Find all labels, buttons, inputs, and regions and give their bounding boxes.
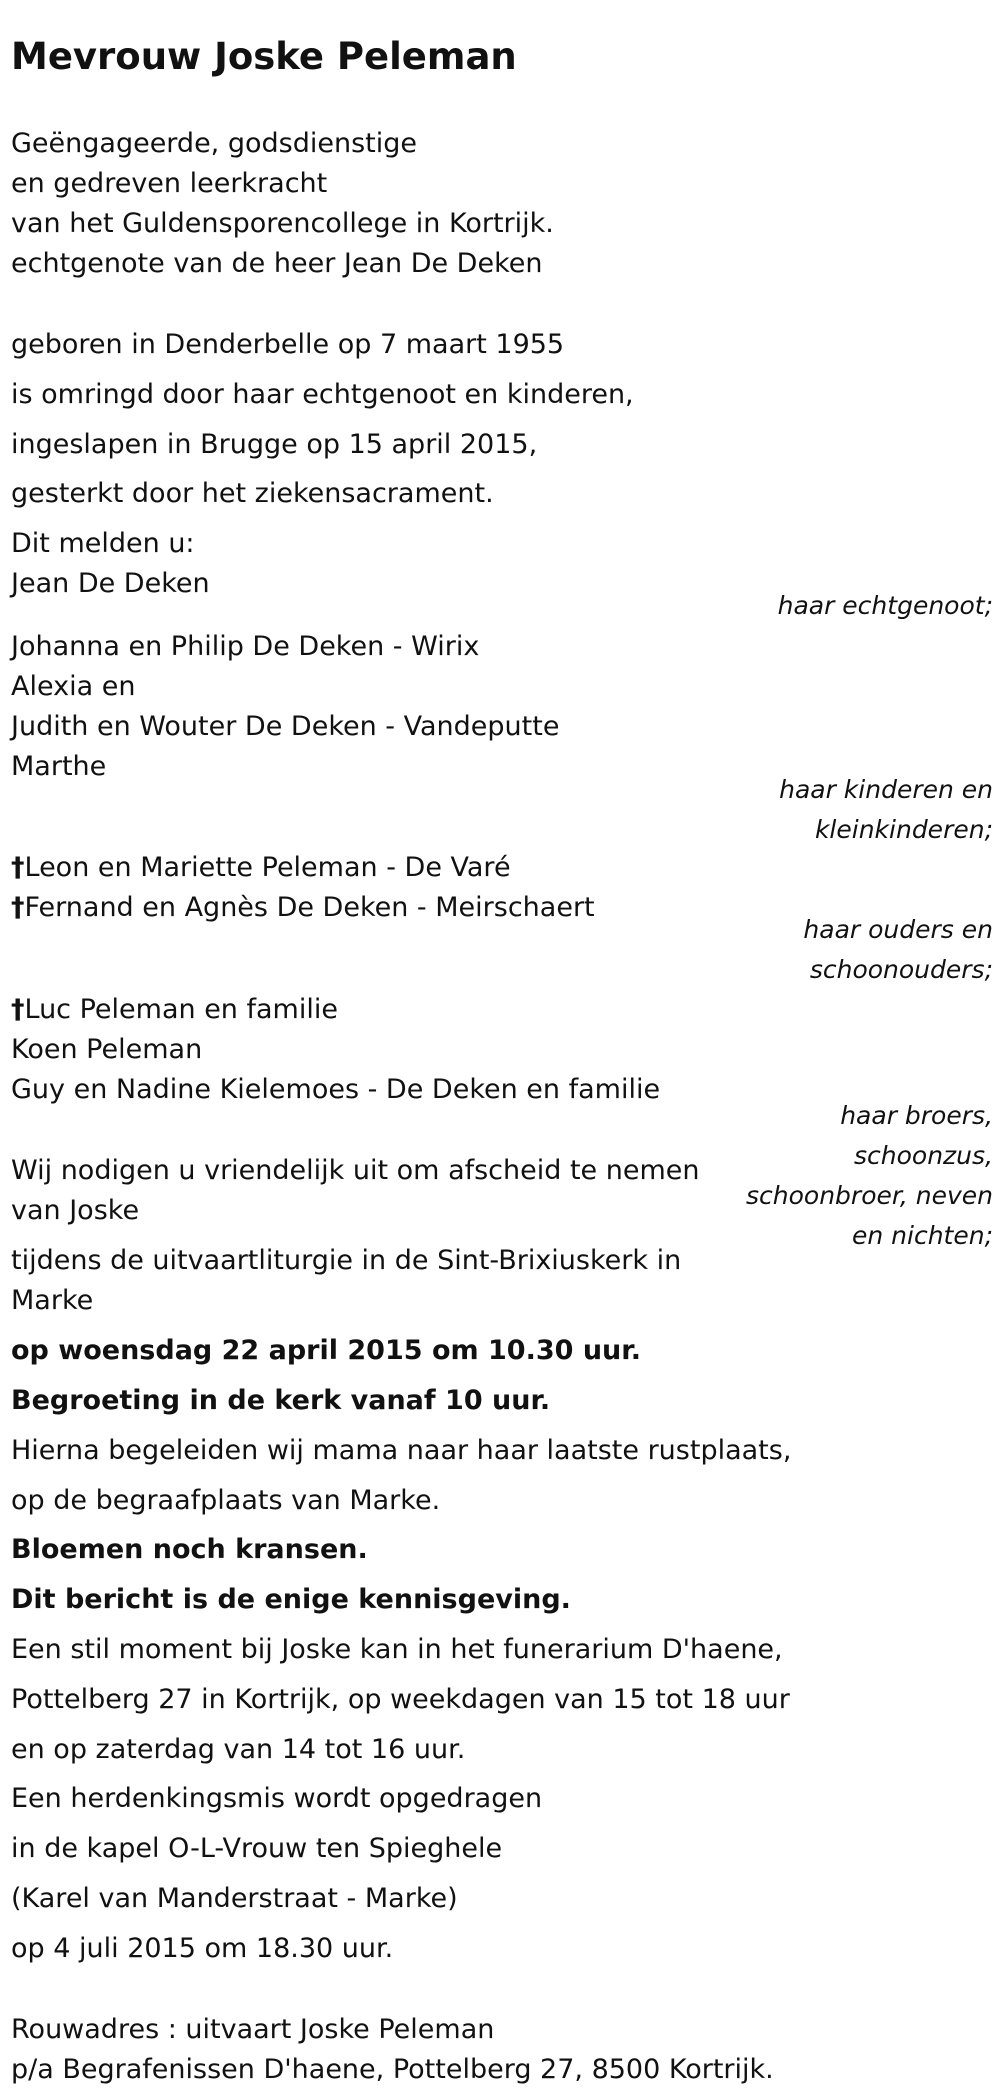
intro-line: en gedreven leerkracht: [11, 168, 328, 199]
spouse-name: Jean De Deken: [11, 568, 210, 599]
children-role: kleinkinderen;: [814, 815, 993, 844]
siblings-role: haar broers,: [840, 1101, 993, 1130]
parents-role: haar ouders en: [803, 915, 993, 944]
siblings-role: schoonbroer, neven: [746, 1181, 993, 1210]
parent-line: [11, 888, 595, 928]
announce-text: Dit melden u:: [11, 528, 195, 559]
cross-icon: †: [11, 994, 25, 1025]
birth-line: ingeslapen in Brugge op 15 april 2015,: [11, 429, 538, 460]
siblings-role: schoonzus,: [854, 1141, 993, 1170]
visit-line: Pottelberg 27 in Kortrijk, op weekdagen van 15 tot 18 uur: [11, 1684, 790, 1715]
notice-text: Dit bericht is de enige kennisgeving.: [11, 1584, 571, 1615]
mass-line: Een herdenkingsmis wordt opgedragen: [11, 1783, 543, 1814]
page-title: Mevrouw Joske Peleman: [11, 35, 517, 78]
birth-line: is omringd door haar echtgenoot en kinderen,: [11, 379, 634, 410]
sibling-name: Luc Peleman en familie: [24, 994, 338, 1025]
address-line: Rouwadres : uitvaart Joske Peleman: [11, 2014, 495, 2045]
intro-line: Geëngageerde, godsdienstige: [11, 128, 417, 159]
invite-line: Marke: [11, 1285, 94, 1316]
sibling-line: Koen Peleman: [11, 1034, 203, 1065]
spouse-role: haar echtgenoot;: [777, 591, 993, 620]
cross-icon: †: [11, 892, 25, 923]
parent-line: [11, 848, 511, 888]
address-line: p/a Begrafenissen D'haene, Pottelberg 27, 8500 Kortrijk.: [11, 2054, 774, 2085]
child-line: Alexia en: [11, 671, 136, 702]
invite-line: tijdens de uitvaartliturgie in de Sint-Brixiuskerk in: [11, 1245, 682, 1276]
parents-role: schoonouders;: [809, 955, 993, 984]
parent-name: Leon en Mariette Peleman - De Varé: [24, 852, 511, 883]
siblings-role: en nichten;: [851, 1221, 993, 1250]
greeting-text: Begroeting in de kerk vanaf 10 uur.: [11, 1385, 551, 1416]
birth-line: geboren in Denderbelle op 7 maart 1955: [11, 329, 565, 360]
cross-icon: †: [11, 852, 25, 883]
child-line: Judith en Wouter De Deken - Vandeputte: [11, 711, 560, 742]
sibling-line: [11, 990, 338, 1030]
funeral-date: op woensdag 22 april 2015 om 10.30 uur.: [11, 1335, 641, 1366]
child-line: Marthe: [11, 751, 107, 782]
mass-line: in de kapel O-L-Vrouw ten Spieghele: [11, 1833, 503, 1864]
burial-line: Hierna begeleiden wij mama naar haar laatste rustplaats,: [11, 1435, 792, 1466]
birth-line: gesterkt door het ziekensacrament.: [11, 478, 494, 509]
invite-line: van Joske: [11, 1195, 140, 1226]
mass-line: (Karel van Manderstraat - Marke): [11, 1883, 458, 1914]
visit-line: en op zaterdag van 14 tot 16 uur.: [11, 1734, 466, 1765]
invite-line: Wij nodigen u vriendelijk uit om afscheid te nemen: [11, 1155, 700, 1186]
sibling-line: Guy en Nadine Kielemoes - De Deken en familie: [11, 1074, 661, 1105]
burial-line: op de begraafplaats van Marke.: [11, 1485, 441, 1516]
intro-line: echtgenote van de heer Jean De Deken: [11, 248, 543, 279]
children-role: haar kinderen en: [779, 775, 993, 804]
intro-line: van het Guldensporencollege in Kortrijk.: [11, 208, 554, 239]
parent-name: Fernand en Agnès De Deken - Meirschaert: [24, 892, 595, 923]
child-line: Johanna en Philip De Deken - Wirix: [11, 631, 480, 662]
visit-line: Een stil moment bij Joske kan in het funerarium D'haene,: [11, 1634, 783, 1665]
flowers-text: Bloemen noch kransen.: [11, 1534, 368, 1565]
mass-line: op 4 juli 2015 om 18.30 uur.: [11, 1933, 394, 1964]
